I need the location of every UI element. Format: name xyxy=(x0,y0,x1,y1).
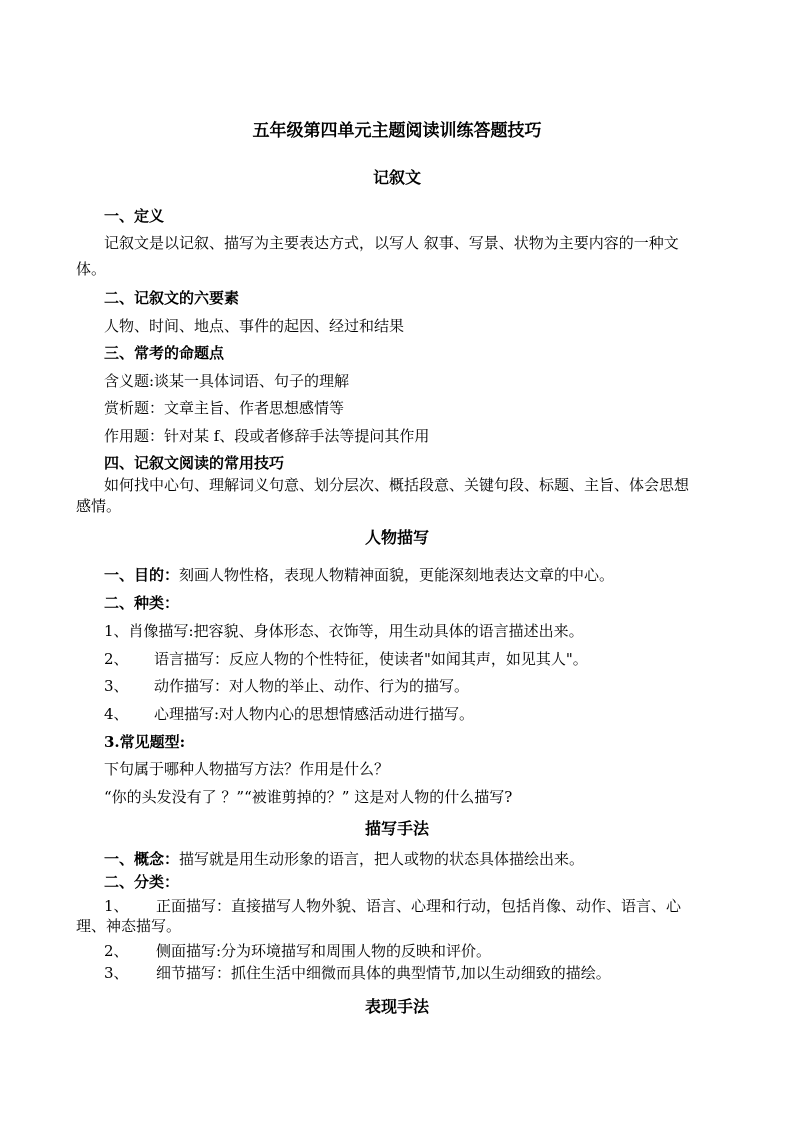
list-item-number: 3、 xyxy=(104,677,129,695)
section-heading-description: 描写手法 xyxy=(364,819,429,838)
concept-label: 一、概念： xyxy=(104,850,180,868)
techniques-label: 四、记叙文阅读的常用技巧 xyxy=(104,454,285,472)
list-item xyxy=(104,620,721,642)
list-item-number: 2、 xyxy=(104,942,129,960)
list-item xyxy=(104,895,721,917)
list-item-text: 语言描写：反应人物的个性特征，使读者"如闻其声，如见其人"。 xyxy=(154,650,588,668)
six-elements-label: 二、记叙文的六要素 xyxy=(104,289,240,307)
list-item-number: 1、 xyxy=(104,622,129,640)
list-item xyxy=(104,675,721,697)
definition-text-line1: 记叙文是以记叙、描写为主要表达方式，以写人 叙事、写景、状物为主要内容的一种文 xyxy=(104,234,679,252)
question-point-item: 作用题：针对某 f、段或者修辞手法等提问其作用 xyxy=(104,427,430,445)
list-item-number: 1、 xyxy=(104,897,129,915)
section-heading-character: 人物描写 xyxy=(364,528,429,547)
document-title: 五年级第四单元主题阅读训练答题技巧 xyxy=(252,121,542,141)
common-question-types-label: 3.常见题型: xyxy=(104,733,186,751)
purpose-line xyxy=(104,564,721,586)
definition-label: 一、定义 xyxy=(104,207,165,225)
question-points-label: 三、常考的命题点 xyxy=(104,344,225,362)
list-item-text: 动作描写：对人物的举止、动作、行为的描写。 xyxy=(154,677,470,695)
list-item-continuation: 理、神态描写。 xyxy=(76,917,182,935)
six-elements-text: 人物、时间、地点、事件的起因、经过和结果 xyxy=(104,317,405,335)
types-label: 二、种类： xyxy=(104,594,180,612)
classification-label: 二、分类： xyxy=(104,873,180,891)
purpose-text: 刻画人物性格，表现人物精神面貌，更能深刻地表达文章的中心。 xyxy=(179,566,615,584)
list-item-number: 3、 xyxy=(104,964,129,982)
list-item-text: 侧面描写:分为环境描写和周围人物的反映和评价。 xyxy=(156,942,492,960)
concept-line xyxy=(104,848,721,870)
purpose-label: 一、目的： xyxy=(104,566,180,584)
list-item xyxy=(104,962,721,984)
list-item-text: 细节描写：抓住生活中细微而具体的典型情节,加以生动细致的描绘。 xyxy=(156,964,611,982)
list-item-text: 心理描写:对人物内心的思想情感活动进行描写。 xyxy=(154,705,475,723)
question-point-item: 赏析题：文章主旨、作者思想感情等 xyxy=(104,399,345,417)
list-item xyxy=(104,648,721,670)
question-point-item: 含义题:谈某一具体词语、句子的理解 xyxy=(104,372,350,390)
list-item-number: 2、 xyxy=(104,650,129,668)
techniques-text-line1: 如何找中心句、理解词义句意、划分层次、概括段意、关键句段、标题、主旨、体会思想 xyxy=(104,476,690,494)
section-heading-expression: 表现手法 xyxy=(364,997,429,1016)
definition-text-line2: 体。 xyxy=(76,260,107,278)
sample-question: 下句属于哪种人物描写方法？作用是什么？ xyxy=(104,760,390,778)
list-item xyxy=(104,703,721,725)
techniques-text-line2: 感情。 xyxy=(76,497,122,515)
list-item xyxy=(104,940,721,962)
list-item-text: 肖像描写:把容貌、身体形态、衣饰等，用生动具体的语言描述出来。 xyxy=(128,622,584,640)
list-item-text: 正面描写：直接描写人物外貌、语言、心理和行动，包括肖像、动作、语言、心 xyxy=(156,897,682,915)
concept-text: 描写就是用生动形象的语言，把人或物的状态具体描绘出来。 xyxy=(179,850,585,868)
sample-question: “你的头发没有了 ？”“被谁剪掉的？” 这是对人物的什么描写? xyxy=(104,788,513,806)
section-heading-narrative: 记叙文 xyxy=(372,168,421,187)
list-item-number: 4、 xyxy=(104,705,129,723)
